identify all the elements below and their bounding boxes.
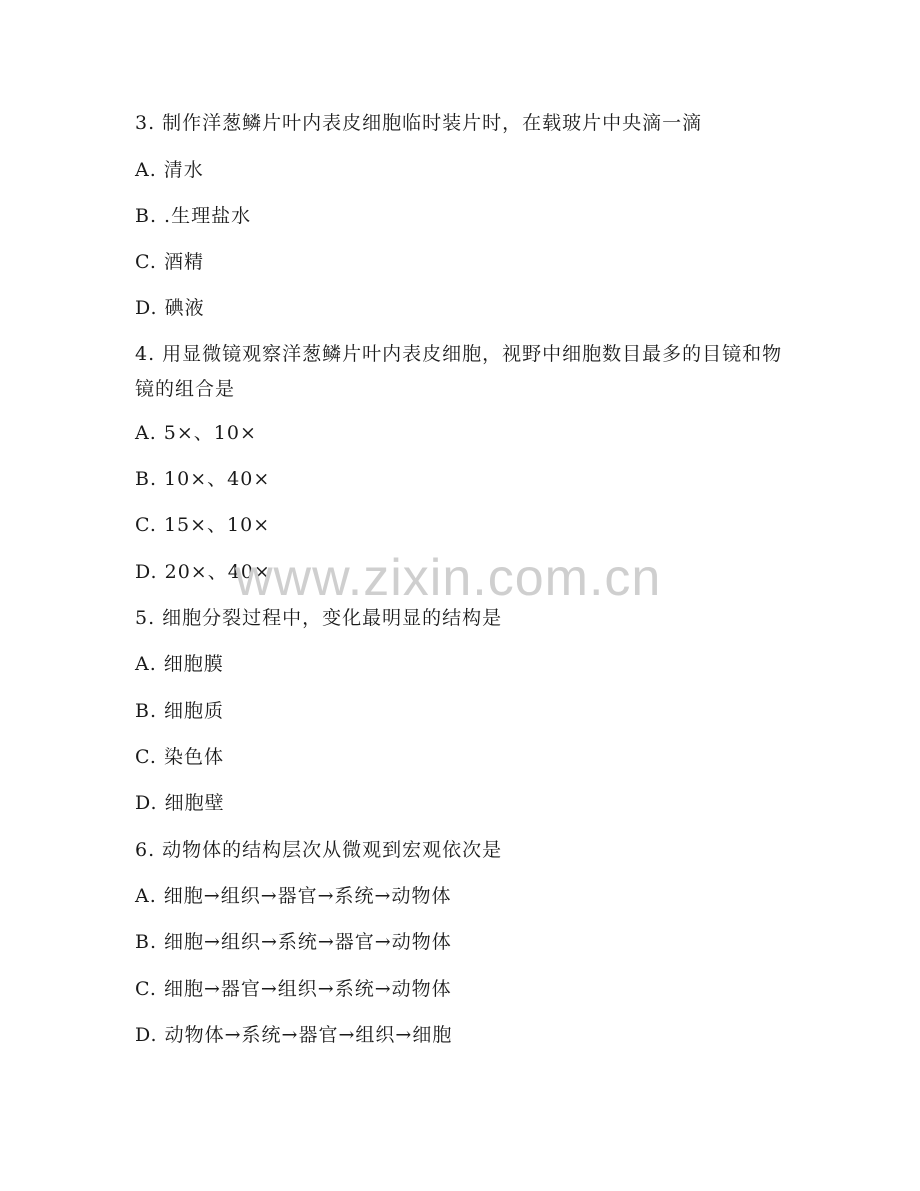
question-5-option-d: D. 细胞壁: [135, 792, 225, 814]
question-6-option-c: C. 细胞→器官→组织→系统→动物体: [135, 978, 452, 1000]
question-6-option-d: D. 动物体→系统→器官→组织→细胞: [135, 1024, 453, 1046]
question-5-stem: 5. 细胞分裂过程中，变化最明显的结构是: [135, 607, 503, 629]
question-4-option-c: C. 15×、10×: [135, 514, 271, 536]
question-5-option-a: A. 细胞膜: [135, 653, 224, 675]
question-3-option-c: C. 酒精: [135, 251, 204, 273]
question-3-stem: 3. 制作洋葱鳞片叶内表皮细胞临时装片时，在载玻片中央滴一滴: [135, 112, 703, 134]
question-6-option-b: B. 细胞→组织→系统→器官→动物体: [135, 931, 452, 953]
question-3-option-a: A. 清水: [135, 159, 204, 181]
question-6-stem: 6. 动物体的结构层次从微观到宏观依次是: [135, 839, 503, 861]
question-3-option-b: B. .生理盐水: [135, 205, 252, 227]
question-5-option-b: B. 细胞质: [135, 700, 225, 722]
question-4-option-b: B. 10×、40×: [135, 468, 271, 490]
site-watermark: www.zixin.com.cn: [235, 549, 662, 607]
question-5-option-c: C. 染色体: [135, 746, 224, 768]
question-4-option-d: D. 20×、40×: [135, 561, 271, 583]
question-4-option-a: A. 5×、10×: [135, 422, 257, 444]
question-4-stem: 4. 用显微镜观察洋葱鳞片叶内表皮细胞，视野中细胞数目最多的目镜和物镜的组合是: [135, 343, 783, 400]
question-6-option-a: A. 细胞→组织→器官→系统→动物体: [135, 885, 452, 907]
question-3-option-d: D. 碘液: [135, 297, 205, 319]
